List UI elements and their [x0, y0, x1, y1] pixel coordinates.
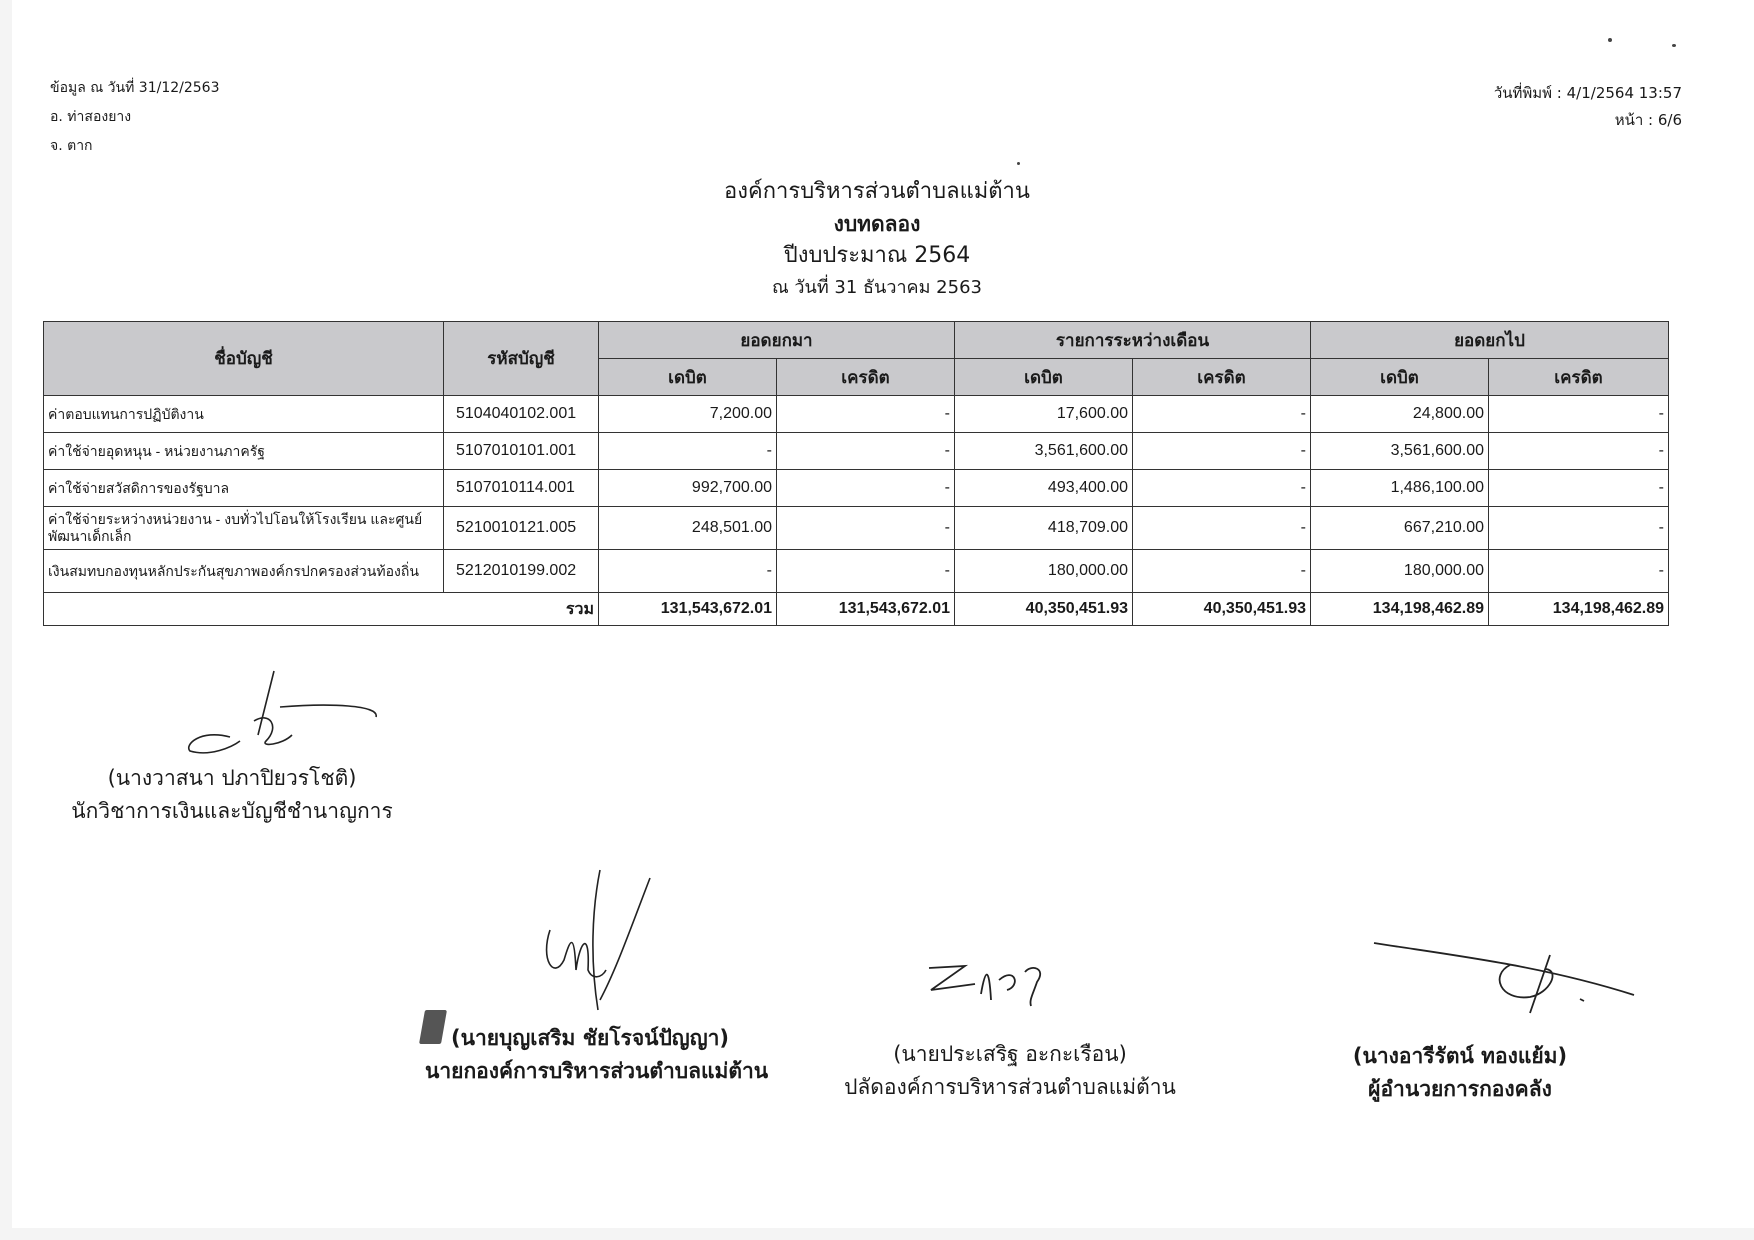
bf-debit: -	[599, 433, 777, 470]
header-carried-forward: ยอดยกไป	[1311, 322, 1669, 359]
bf-credit: -	[777, 433, 955, 470]
preparer-position: นักวิชาการเงินและบัญชีชำนาญการ	[71, 799, 393, 823]
mayor-signature	[530, 870, 690, 1020]
scan-speck	[1608, 38, 1612, 42]
cf-debit: 24,800.00	[1311, 396, 1489, 433]
table-row	[44, 507, 1669, 550]
account-name: ค่าใช้จ่ายระหว่างหน่วยงาน - งบทั่วไปโอนให้โรงเรียน และศูนย์พัฒนาเด็กเล็ก	[44, 507, 444, 550]
account-code: 5107010114.001	[444, 470, 599, 507]
report-meta-left	[50, 74, 219, 161]
scan-speck	[1017, 162, 1020, 165]
mayor-signature-block	[425, 1022, 769, 1088]
bf-credit: -	[777, 550, 955, 593]
account-code: 5107010101.001	[444, 433, 599, 470]
bf-debit: 248,501.00	[599, 507, 777, 550]
header-m-debit: เดบิต	[955, 359, 1133, 396]
page-number: หน้า : 6/6	[1614, 111, 1682, 129]
cf-debit: 3,561,600.00	[1311, 433, 1489, 470]
clerk-signature	[925, 960, 1055, 1010]
table-row	[44, 396, 1669, 433]
finance-director-position: ผู้อำนวยการกองคลัง	[1368, 1077, 1552, 1101]
m-debit: 180,000.00	[955, 550, 1133, 593]
preparer-name: (นางวาสนา ปภาปิยวรโชติ)	[107, 766, 357, 790]
report-titles	[0, 176, 1754, 304]
cf-debit: 667,210.00	[1311, 507, 1489, 550]
account-code: 5212010199.002	[444, 550, 599, 593]
m-credit: -	[1133, 396, 1311, 433]
report-meta-right	[1494, 80, 1682, 134]
bf-credit: -	[777, 396, 955, 433]
table-row	[44, 550, 1669, 593]
mayor-name: (นายบุญเสริม ชัยโรจน์ปัญญา)	[451, 1026, 729, 1050]
finance-director-signature	[1370, 935, 1640, 1015]
bf-debit: 992,700.00	[599, 470, 777, 507]
m-debit: 3,561,600.00	[955, 433, 1133, 470]
header-cf-debit: เดบิต	[1311, 359, 1489, 396]
total-label: รวม	[44, 593, 599, 626]
finance-director-name: (นางอารีรัตน์ ทองแย้ม)	[1352, 1044, 1568, 1068]
cf-credit: -	[1489, 550, 1669, 593]
account-name: ค่าตอบแทนการปฏิบัติงาน	[44, 396, 444, 433]
m-credit: -	[1133, 433, 1311, 470]
cf-debit: 1,486,100.00	[1311, 470, 1489, 507]
account-code: 5104040102.001	[444, 396, 599, 433]
fiscal-year: ปีงบประมาณ 2564	[783, 243, 971, 268]
data-date: ข้อมูล ณ วันที่ 31/12/2563	[50, 80, 220, 96]
mayor-position: นายกองค์การบริหารส่วนตำบลแม่ต้าน	[425, 1059, 769, 1083]
table-row	[44, 470, 1669, 507]
scan-speck	[1672, 44, 1676, 47]
preparer-signature	[170, 665, 390, 755]
header-brought-forward: ยอดยกมา	[599, 322, 955, 359]
header-m-credit: เครดิต	[1133, 359, 1311, 396]
m-debit: 17,600.00	[955, 396, 1133, 433]
print-date: วันที่พิมพ์ : 4/1/2564 13:57	[1493, 84, 1682, 102]
finance-director-signature-block	[1330, 1040, 1590, 1106]
report-title: งบทดลอง	[833, 212, 921, 236]
header-account-code: รหัสบัญชี	[444, 322, 599, 396]
account-name: ค่าใช้จ่ายอุดหนุน - หน่วยงานภาครัฐ	[44, 433, 444, 470]
m-debit: 493,400.00	[955, 470, 1133, 507]
total-row	[44, 593, 1669, 626]
as-of-date: ณ วันที่ 31 ธันวาคม 2563	[772, 277, 982, 298]
cf-credit: -	[1489, 470, 1669, 507]
cf-credit: -	[1489, 433, 1669, 470]
header-cf-credit: เครดิต	[1489, 359, 1669, 396]
cf-debit: 180,000.00	[1311, 550, 1489, 593]
bf-credit: -	[777, 507, 955, 550]
header-account-name: ชื่อบัญชี	[44, 322, 444, 396]
trial-balance-table	[43, 321, 1669, 626]
m-credit: -	[1133, 470, 1311, 507]
org-title: องค์การบริหารส่วนตำบลแม่ต้าน	[724, 179, 1030, 204]
preparer-signature-block	[62, 762, 402, 828]
total-cf-debit: 134,198,462.89	[1311, 593, 1489, 626]
m-debit: 418,709.00	[955, 507, 1133, 550]
total-m-credit: 40,350,451.93	[1133, 593, 1311, 626]
clerk-name: (นายประเสริฐ อะกะเรือน)	[893, 1042, 1127, 1066]
clerk-signature-block	[840, 1038, 1180, 1104]
total-m-debit: 40,350,451.93	[955, 593, 1133, 626]
table-row	[44, 433, 1669, 470]
bf-debit: 7,200.00	[599, 396, 777, 433]
total-cf-credit: 134,198,462.89	[1489, 593, 1669, 626]
header-bf-credit: เครดิต	[777, 359, 955, 396]
district: อ. ท่าสองยาง	[50, 109, 132, 125]
cf-credit: -	[1489, 396, 1669, 433]
account-code: 5210010121.005	[444, 507, 599, 550]
m-credit: -	[1133, 550, 1311, 593]
account-name: ค่าใช้จ่ายสวัสดิการของรัฐบาล	[44, 470, 444, 507]
clerk-position: ปลัดองค์การบริหารส่วนตำบลแม่ต้าน	[844, 1075, 1176, 1099]
total-bf-credit: 131,543,672.01	[777, 593, 955, 626]
total-bf-debit: 131,543,672.01	[599, 593, 777, 626]
cf-credit: -	[1489, 507, 1669, 550]
bf-debit: -	[599, 550, 777, 593]
header-bf-debit: เดบิต	[599, 359, 777, 396]
m-credit: -	[1133, 507, 1311, 550]
header-monthly: รายการระหว่างเดือน	[955, 322, 1311, 359]
province: จ. ตาก	[50, 138, 93, 154]
bf-credit: -	[777, 470, 955, 507]
account-name: เงินสมทบกองทุนหลักประกันสุขภาพองค์กรปกครองส่วนท้องถิ่น	[44, 550, 444, 593]
